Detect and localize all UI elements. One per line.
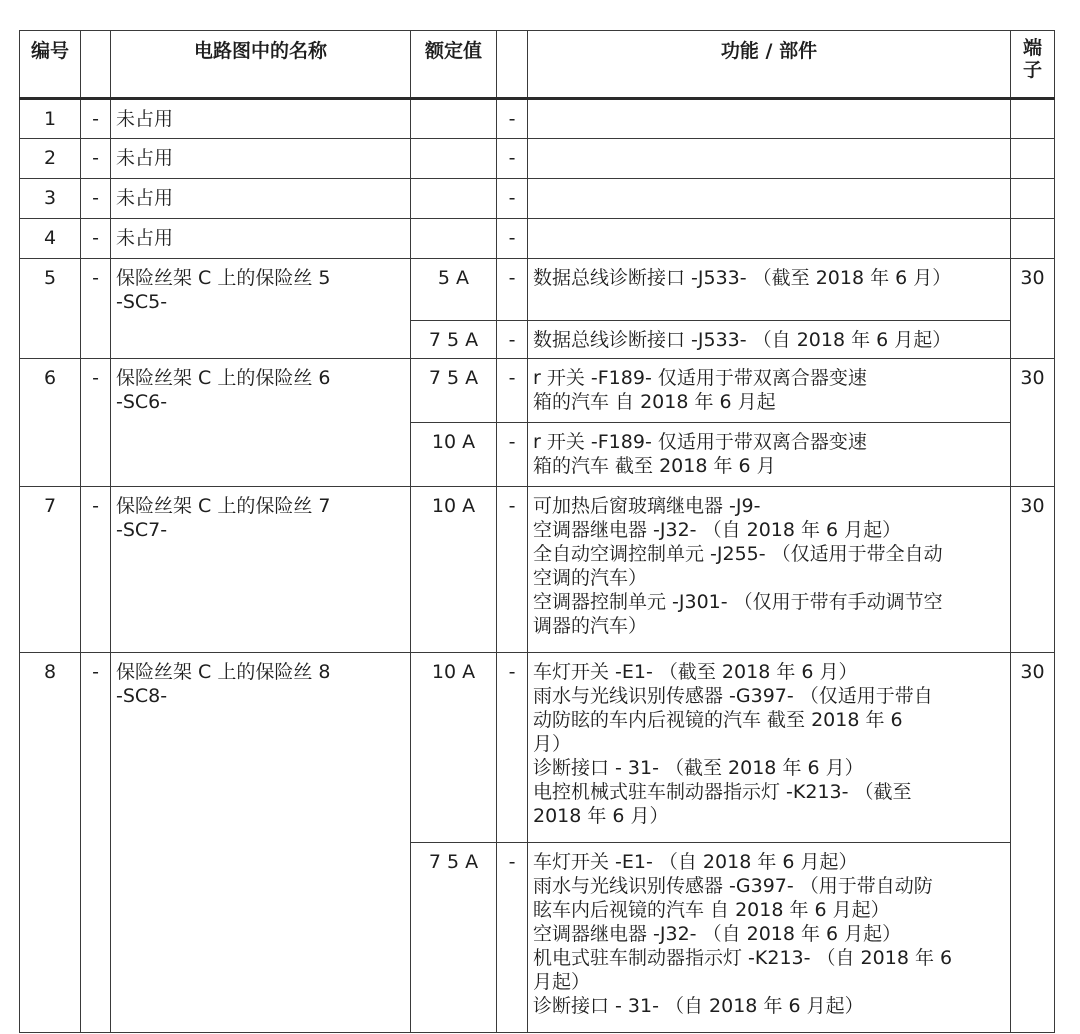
- row-dash: -: [81, 259, 111, 359]
- header-dash: [81, 31, 111, 99]
- row-function: [528, 99, 1011, 139]
- table-row: [20, 219, 1055, 259]
- row-terminal: [1011, 219, 1055, 259]
- table-row: [20, 139, 1055, 179]
- row-number: 3: [20, 179, 81, 219]
- row-function: r 开关 -F189- 仅适用于带双离合器变速 箱的汽车 自 2018 年 6 月起: [528, 359, 1011, 423]
- row-dash: -: [81, 99, 111, 139]
- row-rating: [411, 99, 497, 139]
- row-dash-2: -: [497, 219, 528, 259]
- table-row: [20, 653, 1055, 843]
- row-dash-2: -: [497, 179, 528, 219]
- row-dash: -: [81, 359, 111, 487]
- table-row: [20, 179, 1055, 219]
- row-dash-2: -: [497, 99, 528, 139]
- row-function: 数据总线诊断接口 -J533- （自 2018 年 6 月起）: [528, 321, 1011, 359]
- row-dash-2: -: [497, 321, 528, 359]
- row-function: 数据总线诊断接口 -J533- （截至 2018 年 6 月）: [528, 259, 1011, 321]
- row-terminal: [1011, 99, 1055, 139]
- table-row: [20, 99, 1055, 139]
- row-rating: 10 A: [411, 653, 497, 843]
- table-header-row: [20, 31, 1055, 99]
- row-number: 8: [20, 653, 81, 1033]
- row-rating: [411, 179, 497, 219]
- row-rating: [411, 139, 497, 179]
- row-name: 未占用: [111, 139, 411, 179]
- row-name: 保险丝架 C 上的保险丝 7 -SC7-: [111, 487, 411, 653]
- row-name: 未占用: [111, 219, 411, 259]
- row-dash: -: [81, 487, 111, 653]
- header-rating: 额定值: [411, 31, 497, 99]
- row-number: 2: [20, 139, 81, 179]
- row-dash-2: -: [497, 487, 528, 653]
- row-rating: 10 A: [411, 487, 497, 653]
- row-rating: 7 5 A: [411, 321, 497, 359]
- row-terminal: 30: [1011, 487, 1055, 653]
- row-number: 1: [20, 99, 81, 139]
- row-terminal: 30: [1011, 259, 1055, 359]
- row-name: 未占用: [111, 179, 411, 219]
- row-name: 保险丝架 C 上的保险丝 8 -SC8-: [111, 653, 411, 1033]
- row-function: [528, 219, 1011, 259]
- row-terminal: 30: [1011, 653, 1055, 1033]
- row-function: 车灯开关 -E1- （截至 2018 年 6 月） 雨水与光线识别传感器 -G397- （仅适用于带自 动防眩的车内后视镜的汽车 截至 2018 年 6 月） 诊断接口 - 31- （截至 2018 年 6 月） 电控机械式驻车制动器指示灯 -K213- （截至 2018 年 6 月）: [528, 653, 1011, 843]
- row-name: 保险丝架 C 上的保险丝 5 -SC5-: [111, 259, 411, 359]
- header-dash-2: [497, 31, 528, 99]
- header-number: 编号: [20, 31, 81, 99]
- row-rating: 5 A: [411, 259, 497, 321]
- row-name: 未占用: [111, 99, 411, 139]
- row-terminal: [1011, 179, 1055, 219]
- table-row: [20, 487, 1055, 653]
- row-rating: [411, 219, 497, 259]
- row-dash-2: -: [497, 843, 528, 1033]
- row-function: 车灯开关 -E1- （自 2018 年 6 月起） 雨水与光线识别传感器 -G397- （用于带自动防 眩车内后视镜的汽车 自 2018 年 6 月起） 空调器继电器 -J32- （自 2018 年 6 月起） 机电式驻车制动器指示灯 -K213- （自 2018 年 6 月起） 诊断接口 - 31- （自 2018 年 6 月起）: [528, 843, 1011, 1033]
- row-dash-2: -: [497, 359, 528, 423]
- header-terminal: 端 子: [1011, 31, 1055, 99]
- row-dash: -: [81, 139, 111, 179]
- fuse-assignment-table: [19, 30, 1055, 1033]
- row-number: 7: [20, 487, 81, 653]
- row-dash-2: -: [497, 259, 528, 321]
- header-circuit-name: 电路图中的名称: [111, 31, 411, 99]
- row-terminal: [1011, 139, 1055, 179]
- row-number: 5: [20, 259, 81, 359]
- row-terminal: 30: [1011, 359, 1055, 487]
- row-rating: 10 A: [411, 423, 497, 487]
- row-rating: 7 5 A: [411, 359, 497, 423]
- row-dash: -: [81, 219, 111, 259]
- row-number: 6: [20, 359, 81, 487]
- row-dash: -: [81, 179, 111, 219]
- row-number: 4: [20, 219, 81, 259]
- table-row: [20, 259, 1055, 321]
- row-dash-2: -: [497, 139, 528, 179]
- row-rating: 7 5 A: [411, 843, 497, 1033]
- row-dash-2: -: [497, 653, 528, 843]
- row-dash: -: [81, 653, 111, 1033]
- header-function: 功能 / 部件: [528, 31, 1011, 99]
- row-function: 可加热后窗玻璃继电器 -J9- 空调器继电器 -J32- （自 2018 年 6 月起） 全自动空调控制单元 -J255- （仅适用于带全自动 空调的汽车） 空调器控制单元 -J301- （仅用于带有手动调节空 调器的汽车）: [528, 487, 1011, 653]
- table-row: [20, 359, 1055, 423]
- row-function: [528, 139, 1011, 179]
- row-name: 保险丝架 C 上的保险丝 6 -SC6-: [111, 359, 411, 487]
- row-function: [528, 179, 1011, 219]
- row-function: r 开关 -F189- 仅适用于带双离合器变速 箱的汽车 截至 2018 年 6 月: [528, 423, 1011, 487]
- row-dash-2: -: [497, 423, 528, 487]
